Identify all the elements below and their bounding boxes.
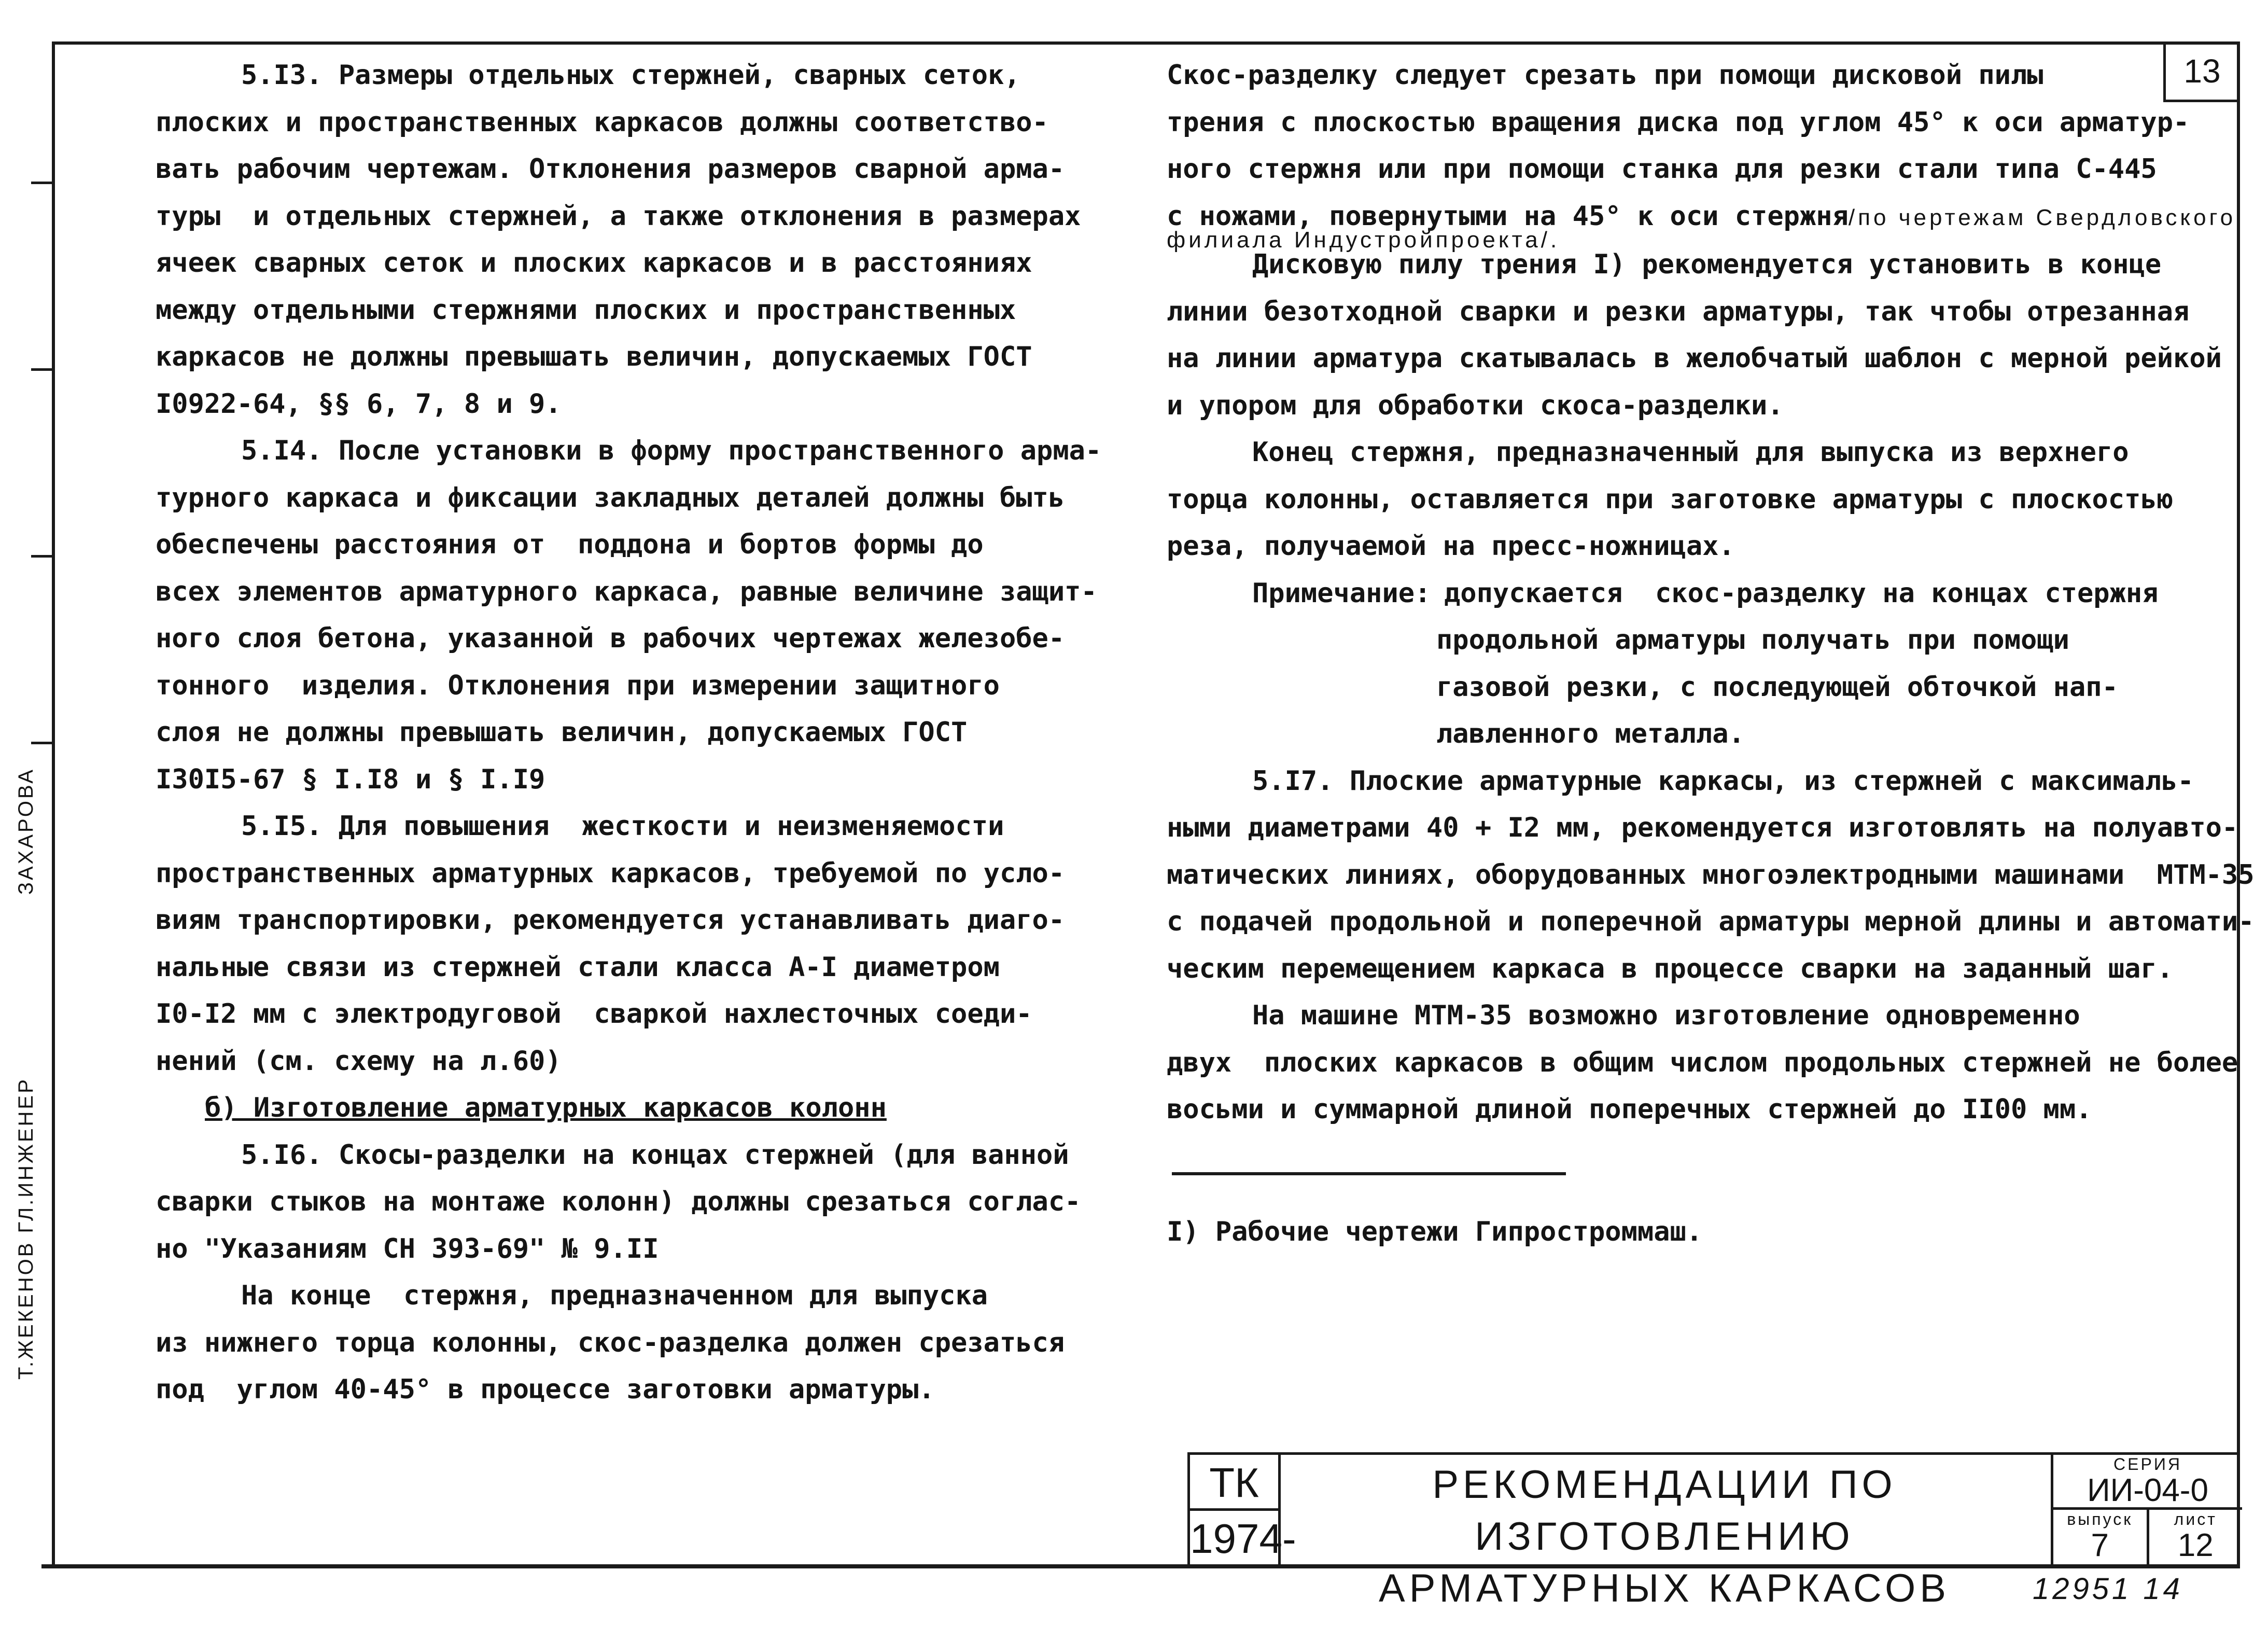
text-line: I0922-64, §§ 6, 7, 8 и 9.	[156, 388, 562, 420]
issue-cell	[2053, 1510, 2147, 1567]
binding-tick	[31, 368, 52, 371]
page-number: 13	[2163, 43, 2238, 102]
text-line: виям транспортировки, рекомендуется устанавливать диаго-	[156, 905, 1065, 936]
text-line: между отдельными стержнями плоских и пространственных	[156, 294, 1016, 326]
text-line: На машине МТМ-35 возможно изготовление одновременно	[1252, 1000, 2080, 1031]
text-line: линии безотходной сварки и резки арматуры, так чтобы отрезанная	[1167, 296, 2190, 327]
code-top: ТК	[1190, 1455, 1278, 1511]
binding-tick	[31, 742, 52, 744]
text-line: с ножами, повернутыми на 45° к оси стержня	[1167, 200, 1849, 232]
paragraph-mtm-35	[1167, 992, 2238, 1133]
text-line: туры и отдельных стержней, а также отклонения в размерах	[156, 200, 1081, 232]
note-label: Примечание:	[1252, 577, 1431, 609]
paragraph-5-16	[156, 1132, 1081, 1273]
binding-tick	[31, 182, 52, 184]
paragraph-5-13	[156, 52, 1081, 427]
page-frame-top	[52, 41, 2240, 45]
text-line: ного стержня или при помощи станка для резки стали типа С-445	[1167, 154, 2157, 185]
text-line: 5.I6. Скосы-разделки на концах стержней (для ванной	[241, 1139, 1069, 1171]
paragraph-5-15	[156, 803, 1065, 1085]
series-value: ИИ-04-0	[2087, 1472, 2208, 1508]
text-line: газовой резки, с последующей обточкой нап-	[1436, 671, 2118, 703]
issue-label: выпуск	[2067, 1510, 2133, 1528]
text-line: ными диаметрами 40 + I2 мм, рекомендуется изготовлять на полуавто-	[1167, 812, 2238, 843]
text-line: лавленного металла.	[1436, 718, 1745, 749]
text-line: сварки стыков на монтаже колонн) должны срезаться соглас-	[156, 1186, 1081, 1217]
text-line: I0-I2 мм с электродуговой сваркой нахлесточных соеди-	[156, 998, 1032, 1030]
note-block	[1167, 570, 2159, 758]
footnote-separator	[1172, 1172, 1566, 1175]
text-line: пространственных арматурных каркасов, требуемой по усло-	[156, 857, 1065, 889]
text-line: допускается скос-разделку на концах стержня	[1444, 577, 2159, 609]
text-line: Дисковую пилу трения I) рекомендуется установить в конце	[1252, 249, 2162, 280]
text-line: с подачей продольной и поперечной арматуры мерной длины и автомати-	[1167, 906, 2255, 937]
text-line: нальные связи из стержней стали класса А-I диаметром	[156, 951, 1000, 983]
binding-tick	[31, 555, 52, 558]
text-line: матических линиях, оборудованных многоэлектродными машинами МТМ-35	[1167, 859, 2255, 891]
text-line: 5.I7. Плоские арматурные каркасы, из стержней с максималь-	[1252, 765, 2194, 797]
text-line: но "Указаниям СН 393-69" № 9.II	[156, 1233, 659, 1264]
handwritten-insert: филиала Индустройпроекта/.	[1167, 227, 1560, 253]
text-line: плоских и пространственных каркасов должны соответство-	[156, 106, 1048, 138]
code-year: 1974-	[1190, 1516, 1296, 1562]
text-line: 5.I5. Для повышения жесткости и неизменяемости	[241, 811, 1004, 842]
text-line: продольной арматуры получать при помощи	[1436, 624, 2069, 656]
issue-value: 7	[2091, 1527, 2109, 1563]
footnote: I) Рабочие чертежи Гипростроммаш.	[1167, 1216, 1703, 1247]
text-line: 5.I3. Размеры отдельных стержней, сварных сеток,	[241, 60, 1020, 91]
text-line: слоя не должны превышать величин, допускаемых ГОСТ	[156, 717, 968, 748]
text-line: ячеек сварных сеток и плоских каркасов и в расстояниях	[156, 247, 1032, 279]
left-column	[156, 52, 1102, 1413]
document-code	[1190, 1455, 1296, 1567]
text-line: каркасов не должны превышать величин, допускаемых ГОСТ	[156, 341, 1032, 372]
paragraph-5-16-cont	[156, 1272, 1065, 1413]
text-line: ческим перемещением каркаса в процессе сварки на заданный шаг.	[1167, 953, 2174, 984]
text-line: 5.I4. После установки в форму пространственного арма-	[241, 435, 1102, 466]
inventory-number: 12951 14	[2033, 1572, 2183, 1606]
series-label: СЕРИЯ	[2113, 1455, 2182, 1474]
signature-stamp	[10, 768, 54, 1380]
text-line: турного каркаса и фиксации закладных деталей должны быть	[156, 482, 1065, 513]
text-line: реза, получаемой на пресс-ножницах.	[1167, 531, 1735, 562]
text-line: торца колонны, оставляется при заготовке арматуры с плоскостью	[1167, 483, 2174, 515]
text-line: Конец стержня, предназначенный для выпуска из верхнего	[1252, 437, 2129, 468]
sheet-value: 12	[2177, 1527, 2214, 1563]
text-line: на линии арматура скатывалась в желобчатый шаблон с мерной рейкой	[1167, 343, 2222, 374]
text-line: вать рабочим чертежам. Отклонения размеров сварной арма-	[156, 154, 1065, 185]
paragraph-bar-end	[1167, 429, 2174, 570]
stamp-name: ЗАХАРОВА	[15, 768, 37, 895]
text-line: Скос-разделку следует срезать при помощи дисковой пилы	[1167, 60, 2043, 91]
paragraph-friction-saw	[1167, 241, 2222, 429]
series-block	[2051, 1455, 2242, 1567]
title-line: РЕКОМЕНДАЦИИ ПО ИЗГОТОВЛЕНИЮ	[1432, 1463, 1897, 1559]
page-frame-right	[2237, 41, 2240, 1566]
text-line: восьми и суммарной длиной поперечных стержней до II00 мм.	[1167, 1094, 2092, 1125]
text-line: из нижнего торца колонны, скос-разделка должен срезаться	[156, 1327, 1065, 1358]
text-line: ного слоя бетона, указанной в рабочих чертежах железобе-	[156, 623, 1065, 654]
text-line: нений (см. схему на л.60)	[156, 1045, 562, 1077]
handwritten-insert: /по чертежам Свердловского	[1848, 204, 2236, 230]
text-line: под углом 40-45° в процессе заготовки арматуры.	[156, 1374, 935, 1405]
text-line: трения с плоскостью вращения диска под углом 45° к оси арматур-	[1167, 106, 2190, 138]
text-line: тонного изделия. Отклонения при измерении защитного	[156, 670, 1000, 701]
sheet-cell	[2147, 1510, 2243, 1567]
text-line: I30I5-67 § I.I8 и § I.I9	[156, 763, 545, 795]
paragraph-5-17	[1167, 758, 2255, 993]
text-line: и упором для обработки скоса-разделки.	[1167, 390, 1784, 421]
sheet-label: лист	[2174, 1510, 2217, 1528]
title-line: АРМАТУРНЫХ КАРКАСОВ	[1379, 1566, 1950, 1610]
text-line: всех элементов арматурного каркаса, равные величине защит-	[156, 576, 1097, 607]
text-line: обеспечены расстояния от поддона и бортов формы до	[156, 529, 984, 560]
text-line: На конце стержня, предназначенном для выпуска	[241, 1280, 988, 1311]
section-subheading: б) Изготовление арматурных каркасов колонн	[205, 1092, 887, 1123]
paragraph-5-14	[156, 427, 1102, 803]
document-title	[1281, 1455, 2048, 1610]
text-line: двух плоских каркасов в общим числом продольных стержней не более	[1167, 1047, 2238, 1078]
stamp-role: Т.ЖЕКЕНОВ ГЛ.ИНЖЕНЕР	[15, 1077, 37, 1380]
